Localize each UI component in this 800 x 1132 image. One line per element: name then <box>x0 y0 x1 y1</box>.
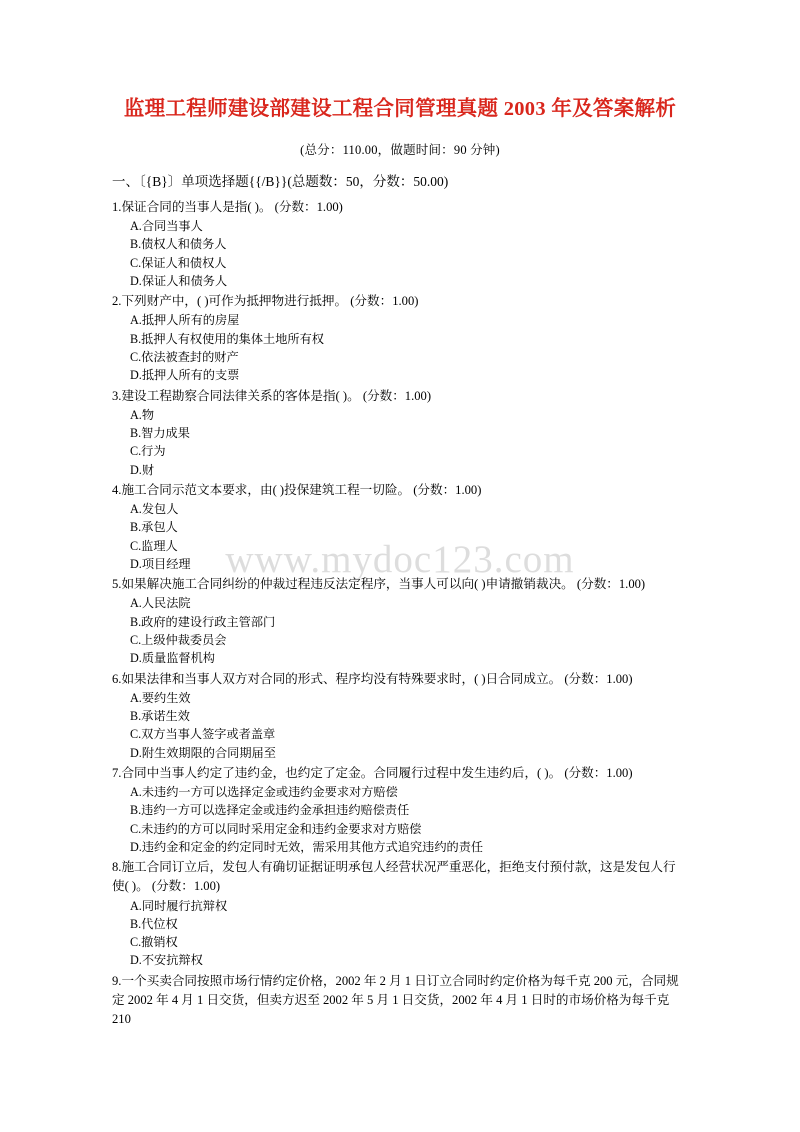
option-c[interactable]: C.上级仲裁委员会 <box>130 632 227 647</box>
question-options <box>112 897 688 970</box>
option-b[interactable]: B.承包人 <box>130 520 178 535</box>
watermark-text: www.mydoc123.com <box>225 538 575 581</box>
question-options <box>112 217 688 290</box>
option-d[interactable]: D.附生效期限的合同期届至 <box>130 745 276 760</box>
option-b[interactable]: B.代位权 <box>130 916 178 931</box>
option-b[interactable]: B.债权人和债务人 <box>130 237 227 252</box>
option-a[interactable]: A.同时履行抗辩权 <box>130 898 228 913</box>
question-item <box>112 575 688 667</box>
option-b[interactable]: B.承诺生效 <box>130 709 190 723</box>
question-options <box>112 783 688 856</box>
page-title: 监理工程师建设部建设工程合同管理真题 2003 年及答案解析 <box>123 98 677 120</box>
question-options <box>112 594 688 667</box>
question-stem: 9.一个买卖合同按照市场行情约定价格，2002 年 2 月 1 日订立合同时约定价格为每千克 200 元，合同规定 2002 年 4 月 1 日交货，但卖方迟至 2002 年 5 月 1 日交货，2002 年 4 月 1 日时的市场价格为每千克 210 <box>112 973 679 1026</box>
question-item <box>112 481 688 573</box>
option-a[interactable]: A.抵押人所有的房屋 <box>130 313 240 328</box>
option-a[interactable]: A.要约生效 <box>130 690 191 705</box>
option-a[interactable]: A.合同当事人 <box>130 219 203 234</box>
question-stem: 5.如果解决施工合同纠纷的仲裁过程违反法定程序，当事人可以向( )申请撤销裁决。 (分数：1.00) <box>112 577 646 592</box>
question-item <box>112 198 688 290</box>
option-c[interactable]: C.双方当事人签字或者盖章 <box>130 727 276 742</box>
option-b[interactable]: B.政府的建设行政主管部门 <box>130 614 276 629</box>
option-d[interactable]: D.财 <box>130 462 155 477</box>
question-options <box>112 689 688 762</box>
question-item <box>112 972 688 1029</box>
question-stem: 2.下列财产中，( )可作为抵押物进行抵押。 (分数：1.00) <box>112 294 419 309</box>
option-d[interactable]: D.质量监督机构 <box>130 651 215 666</box>
option-c[interactable]: C.监理人 <box>130 538 178 553</box>
question-stem: 4.施工合同示范文本要求，由( )投保建筑工程一切险。 (分数：1.00) <box>112 482 482 497</box>
option-c[interactable]: C.依法被查封的财产 <box>130 349 239 364</box>
question-stem: 7.合同中当事人约定了违约金，也约定了定金。合同履行过程中发生违约后，( )。 (分数：1.00) <box>112 765 633 780</box>
question-item <box>112 292 688 384</box>
option-d[interactable]: D.不安抗辩权 <box>130 953 203 968</box>
option-c[interactable]: C.行为 <box>130 444 166 459</box>
question-stem: 1.保证合同的当事人是指( )。 (分数：1.00) <box>112 199 343 214</box>
option-d[interactable]: D.保证人和债务人 <box>130 273 228 288</box>
question-stem: 3.建设工程勘察合同法律关系的客体是指( )。 (分数：1.00) <box>112 388 432 403</box>
question-item <box>112 764 688 856</box>
option-a[interactable]: A.未违约一方可以选择定金或违约金要求对方赔偿 <box>130 785 398 800</box>
option-b[interactable]: B.抵押人有权使用的集体土地所有权 <box>130 331 324 346</box>
section-heading: 一、〔{B}〕单项选择题{{/B}}(总题数：50，分数：50.00) <box>112 173 449 189</box>
question-options <box>112 406 688 479</box>
option-a[interactable]: A.物 <box>130 407 155 422</box>
option-b[interactable]: B.智力成果 <box>130 426 190 441</box>
option-c[interactable]: C.撤销权 <box>130 935 178 950</box>
question-item <box>112 670 688 762</box>
option-c[interactable]: C.保证人和债权人 <box>130 255 227 270</box>
exam-meta: (总分：110.00，做题时间：90 分钟) <box>300 142 500 157</box>
question-options <box>112 500 688 573</box>
question-stem: 6.如果法律和当事人双方对合同的形式、程序均没有特殊要求时，( )日合同成立。 (分数：1.00) <box>112 671 633 686</box>
option-a[interactable]: A.人民法院 <box>130 596 191 611</box>
question-stem: 8.施工合同订立后，发包人有确切证据证明承包人经营状况严重恶化，拒绝支付预付款，这是发包人行使( )。 (分数：1.00) <box>112 860 676 894</box>
question-item <box>112 858 688 969</box>
option-b[interactable]: B.违约一方可以选择定金或违约金承担违约赔偿责任 <box>130 803 410 818</box>
question-options <box>112 311 688 384</box>
option-d[interactable]: D.项目经理 <box>130 556 191 571</box>
option-a[interactable]: A.发包人 <box>130 502 179 517</box>
option-d[interactable]: D.违约金和定金的约定同时无效，需采用其他方式追究违约的责任 <box>130 839 484 854</box>
question-item <box>112 387 688 479</box>
option-c[interactable]: C.未违约的方可以同时采用定金和违约金要求对方赔偿 <box>130 821 422 836</box>
option-d[interactable]: D.抵押人所有的支票 <box>130 368 240 383</box>
